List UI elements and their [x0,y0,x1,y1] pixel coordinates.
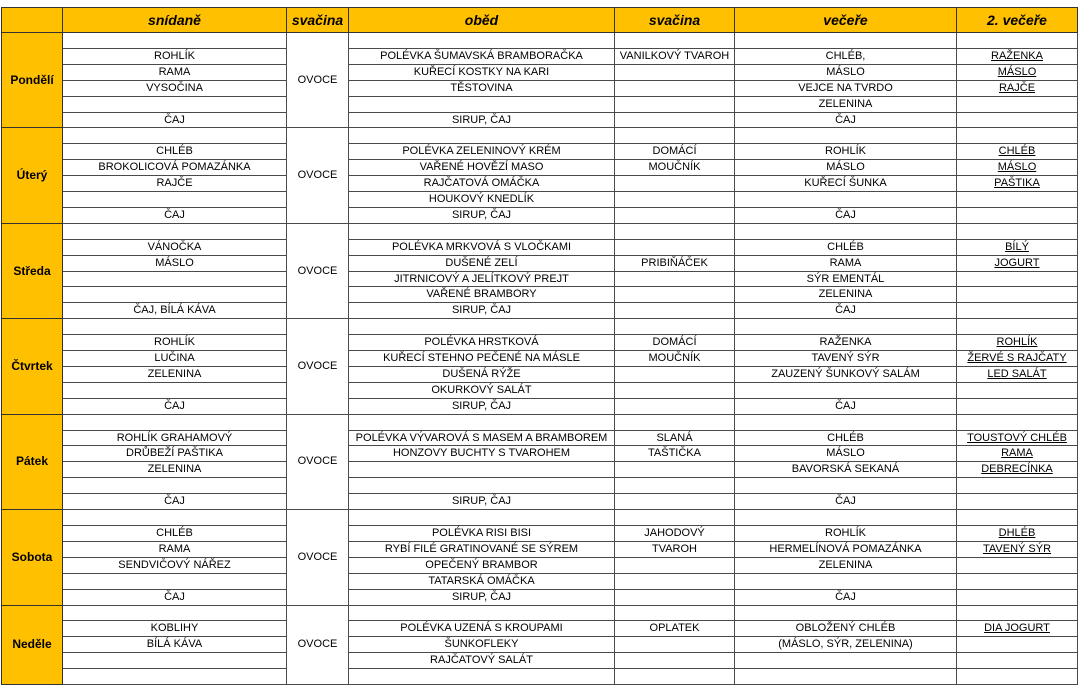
cell-obed: DUŠENÉ ZELÍ [349,255,615,271]
cell-snidane: ČAJ [63,589,287,605]
day-label: Úterý [2,128,63,223]
cell-svacina [615,462,735,478]
cell-svacina [615,64,735,80]
cell-obed: SIRUP, ČAJ [349,207,615,223]
cell-svacina [615,653,735,669]
cell-obed [349,510,615,526]
cell-vecere [735,33,957,49]
cell-druha-vecere: LED SALÁT [957,366,1078,382]
cell-vecere: HERMELÍNOVÁ POMAZÁNKA [735,541,957,557]
cell-druha-vecere [957,303,1078,319]
cell-obed: POLÉVKA MRKVOVÁ S VLOČKAMI [349,239,615,255]
cell-druha-vecere: BÍLÝ [957,239,1078,255]
cell-druha-vecere: ŽERVÉ S RAJČATY [957,351,1078,367]
cell-svacina [615,366,735,382]
cell-snidane: DRŮBEŽÍ PAŠTIKA [63,446,287,462]
cell-obed: OKURKOVÝ SALÁT [349,382,615,398]
table-row [2,557,1078,573]
table-row [2,621,1078,637]
cell-vecere [735,192,957,208]
cell-druha-vecere: DIA JOGURT [957,621,1078,637]
cell-svacina [615,319,735,335]
cell-vecere [735,478,957,494]
cell-vecere [735,223,957,239]
cell-druha-vecere: RAMA [957,446,1078,462]
cell-obed [349,605,615,621]
cell-druha-vecere [957,510,1078,526]
cell-svacina [615,414,735,430]
cell-vecere: ZELENINA [735,557,957,573]
cell-svacina [615,303,735,319]
cell-svacina: MOUČNÍK [615,160,735,176]
cell-druha-vecere: PAŠTIKA [957,176,1078,192]
cell-vecere: ROHLÍK [735,525,957,541]
cell-obed [349,96,615,112]
cell-snidane [63,573,287,589]
cell-snidane: RAMA [63,541,287,557]
day-label: Středa [2,223,63,318]
cell-svacina [615,605,735,621]
cell-vecere: CHLÉB, [735,48,957,64]
cell-svacina [615,573,735,589]
cell-svacina: TVAROH [615,541,735,557]
cell-druha-vecere [957,287,1078,303]
cell-snidane: VÁNOČKA [63,239,287,255]
cell-obed [349,669,615,685]
header-row [2,8,1078,33]
cell-druha-vecere [957,494,1078,510]
cell-snidane: CHLÉB [63,144,287,160]
cell-obed: RAJČATOVÁ OMÁČKA [349,176,615,192]
cell-obed: POLÉVKA RISI BISI [349,525,615,541]
cell-vecere [735,669,957,685]
header-svacina: svačina [287,8,349,33]
cell-obed [349,462,615,478]
cell-svacina: OPLATEK [615,621,735,637]
header-svacina-odpoledni: svačina [615,8,735,33]
cell-druha-vecere [957,414,1078,430]
cell-obed [349,478,615,494]
cell-svacina: OVOCE [287,510,349,605]
cell-snidane: LUČINA [63,351,287,367]
cell-snidane: BÍLÁ KÁVA [63,637,287,653]
cell-vecere [735,510,957,526]
cell-druha-vecere [957,223,1078,239]
cell-svacina [615,96,735,112]
cell-svacina: DOMÁCÍ [615,335,735,351]
cell-druha-vecere [957,112,1078,128]
cell-obed: SIRUP, ČAJ [349,589,615,605]
cell-snidane: ROHLÍK [63,335,287,351]
cell-snidane: ČAJ [63,398,287,414]
table-row [2,128,1078,144]
cell-druha-vecere [957,319,1078,335]
cell-svacina: MOUČNÍK [615,351,735,367]
cell-druha-vecere [957,573,1078,589]
cell-obed: VAŘENÉ BRAMBORY [349,287,615,303]
cell-svacina [615,398,735,414]
cell-snidane: ZELENINA [63,366,287,382]
table-row [2,510,1078,526]
cell-vecere: KUŘECÍ ŠUNKA [735,176,957,192]
header-obed: oběd [349,8,615,33]
cell-snidane: RAMA [63,64,287,80]
cell-obed [349,414,615,430]
cell-snidane [63,653,287,669]
cell-obed: JITRNICOVÝ A JELÍTKOVÝ PREJT [349,271,615,287]
cell-vecere: ČAJ [735,494,957,510]
cell-druha-vecere: RAŽENKA [957,48,1078,64]
table-row [2,239,1078,255]
table-row [2,335,1078,351]
cell-obed: RAJČATOVÝ SALÁT [349,653,615,669]
day-label: Pondělí [2,33,63,128]
cell-druha-vecere [957,653,1078,669]
table-row [2,382,1078,398]
cell-snidane [63,223,287,239]
cell-svacina [615,382,735,398]
cell-svacina [615,80,735,96]
table-row [2,80,1078,96]
cell-svacina [615,112,735,128]
cell-svacina: JAHODOVÝ [615,525,735,541]
cell-druha-vecere: CHLÉB [957,144,1078,160]
cell-vecere: ČAJ [735,398,957,414]
cell-druha-vecere [957,589,1078,605]
cell-snidane [63,287,287,303]
cell-obed: SIRUP, ČAJ [349,112,615,128]
cell-svacina: SLANÁ [615,430,735,446]
table-row [2,589,1078,605]
cell-druha-vecere [957,192,1078,208]
cell-snidane [63,128,287,144]
cell-svacina [615,287,735,303]
cell-obed [349,128,615,144]
cell-vecere [735,573,957,589]
cell-snidane: SENDVIČOVÝ NÁŘEZ [63,557,287,573]
cell-obed: HOUKOVÝ KNEDLÍK [349,192,615,208]
cell-vecere: MÁSLO [735,64,957,80]
cell-snidane: RAJČE [63,176,287,192]
table-row [2,669,1078,685]
table-row [2,319,1078,335]
day-label: Čtvrtek [2,319,63,414]
cell-svacina [615,33,735,49]
cell-druha-vecere: TAVENÝ SÝR [957,541,1078,557]
cell-vecere [735,605,957,621]
cell-svacina [615,271,735,287]
cell-obed: KUŘECÍ STEHNO PEČENÉ NA MÁSLE [349,351,615,367]
cell-druha-vecere [957,605,1078,621]
table-row [2,541,1078,557]
cell-vecere: (MÁSLO, SÝR, ZELENINA) [735,637,957,653]
cell-svacina: OVOCE [287,33,349,128]
day-label: Neděle [2,605,63,685]
cell-obed: SIRUP, ČAJ [349,494,615,510]
table-row [2,414,1078,430]
table-row [2,366,1078,382]
cell-vecere: ČAJ [735,207,957,223]
menu-sheet [1,7,1078,685]
cell-svacina [615,637,735,653]
cell-vecere: CHLÉB [735,430,957,446]
cell-snidane [63,382,287,398]
cell-snidane [63,271,287,287]
table-row [2,398,1078,414]
cell-obed: POLÉVKA ŠUMAVSKÁ BRAMBORAČKA [349,48,615,64]
table-row [2,96,1078,112]
table-row [2,462,1078,478]
cell-obed: POLÉVKA HRSTKOVÁ [349,335,615,351]
cell-druha-vecere [957,398,1078,414]
cell-vecere [735,414,957,430]
cell-vecere: OBLOŽENÝ CHLÉB [735,621,957,637]
cell-druha-vecere [957,96,1078,112]
cell-snidane: ROHLÍK [63,48,287,64]
cell-druha-vecere [957,207,1078,223]
cell-druha-vecere [957,669,1078,685]
cell-snidane: ČAJ, BÍLÁ KÁVA [63,303,287,319]
cell-obed: VAŘENÉ HOVĚZÍ MASO [349,160,615,176]
corner-cell [2,8,63,33]
table-row [2,223,1078,239]
cell-snidane [63,478,287,494]
table-row [2,207,1078,223]
cell-vecere: SÝR EMENTÁL [735,271,957,287]
cell-druha-vecere [957,271,1078,287]
cell-obed: KUŘECÍ KOSTKY NA KARI [349,64,615,80]
table-row [2,573,1078,589]
cell-svacina [615,669,735,685]
cell-svacina: DOMÁCÍ [615,144,735,160]
weekly-menu-table [1,7,1078,685]
cell-svacina: OVOCE [287,319,349,414]
cell-druha-vecere [957,33,1078,49]
cell-snidane: ČAJ [63,494,287,510]
table-row [2,255,1078,271]
cell-snidane: CHLÉB [63,525,287,541]
cell-svacina [615,510,735,526]
cell-druha-vecere [957,382,1078,398]
cell-svacina [615,176,735,192]
cell-obed: POLÉVKA UZENÁ S KROUPAMI [349,621,615,637]
cell-obed: OPEČENÝ BRAMBOR [349,557,615,573]
cell-snidane [63,33,287,49]
cell-svacina: OVOCE [287,414,349,509]
table-row [2,176,1078,192]
cell-snidane: ČAJ [63,207,287,223]
header-snidane: snídaně [63,8,287,33]
cell-snidane [63,414,287,430]
cell-svacina [615,223,735,239]
cell-vecere [735,319,957,335]
cell-svacina [615,128,735,144]
cell-obed: TĚSTOVINA [349,80,615,96]
cell-obed [349,319,615,335]
cell-vecere [735,382,957,398]
cell-vecere: ČAJ [735,112,957,128]
cell-svacina [615,207,735,223]
cell-snidane: VYSOČINA [63,80,287,96]
table-row [2,637,1078,653]
cell-vecere [735,128,957,144]
cell-vecere: MÁSLO [735,160,957,176]
cell-snidane: ČAJ [63,112,287,128]
cell-obed [349,33,615,49]
cell-obed: SIRUP, ČAJ [349,303,615,319]
cell-vecere: ČAJ [735,589,957,605]
cell-snidane [63,605,287,621]
cell-obed: DUŠENÁ RÝŽE [349,366,615,382]
cell-snidane: ZELENINA [63,462,287,478]
cell-vecere [735,653,957,669]
cell-druha-vecere: DHLÉB [957,525,1078,541]
cell-svacina: TAŠTIČKA [615,446,735,462]
cell-snidane: BROKOLICOVÁ POMAZÁNKA [63,160,287,176]
cell-snidane: MÁSLO [63,255,287,271]
cell-druha-vecere: ROHLÍK [957,335,1078,351]
cell-vecere: BAVORSKÁ SEKANÁ [735,462,957,478]
cell-druha-vecere: JOGURT [957,255,1078,271]
cell-vecere: ZAUZENÝ ŠUNKOVÝ SALÁM [735,366,957,382]
cell-vecere: ZELENINA [735,287,957,303]
cell-obed: SIRUP, ČAJ [349,398,615,414]
cell-druha-vecere [957,128,1078,144]
header-druha-vecere: 2. večeře [957,8,1078,33]
cell-snidane [63,192,287,208]
cell-snidane [63,319,287,335]
cell-vecere: RAMA [735,255,957,271]
cell-druha-vecere: MÁSLO [957,64,1078,80]
cell-vecere: VEJCE NA TVRDO [735,80,957,96]
table-row [2,160,1078,176]
cell-svacina [615,557,735,573]
cell-svacina [615,192,735,208]
cell-svacina [615,589,735,605]
cell-snidane [63,510,287,526]
cell-snidane [63,96,287,112]
cell-druha-vecere: RAJČE [957,80,1078,96]
cell-snidane: KOBLIHY [63,621,287,637]
cell-svacina: OVOCE [287,128,349,223]
cell-druha-vecere [957,637,1078,653]
cell-vecere: ZELENINA [735,96,957,112]
table-row [2,192,1078,208]
cell-obed: RYBÍ FILÉ GRATINOVANÉ SE SÝREM [349,541,615,557]
cell-vecere: ROHLÍK [735,144,957,160]
cell-druha-vecere: TOUSTOVÝ CHLÉB [957,430,1078,446]
table-row [2,144,1078,160]
table-row [2,446,1078,462]
cell-svacina: OVOCE [287,605,349,685]
cell-svacina: PRIBIŇÁČEK [615,255,735,271]
cell-obed: POLÉVKA ZELENINOVÝ KRÉM [349,144,615,160]
cell-snidane [63,669,287,685]
table-row [2,271,1078,287]
cell-vecere: CHLÉB [735,239,957,255]
cell-druha-vecere [957,557,1078,573]
table-row [2,112,1078,128]
cell-obed: POLÉVKA VÝVAROVÁ S MASEM A BRAMBOREM [349,430,615,446]
cell-svacina: VANILKOVÝ TVAROH [615,48,735,64]
cell-obed: ŠUNKOFLEKY [349,637,615,653]
table-row [2,303,1078,319]
cell-svacina [615,239,735,255]
day-label: Pátek [2,414,63,509]
table-row [2,430,1078,446]
cell-vecere: MÁSLO [735,446,957,462]
cell-vecere: TAVENÝ SÝR [735,351,957,367]
cell-snidane: ROHLÍK GRAHAMOVÝ [63,430,287,446]
cell-druha-vecere: MÁSLO [957,160,1078,176]
table-row [2,653,1078,669]
cell-vecere: RAŽENKA [735,335,957,351]
table-row [2,33,1078,49]
table-row [2,287,1078,303]
table-row [2,494,1078,510]
table-row [2,64,1078,80]
cell-obed [349,223,615,239]
cell-druha-vecere: DEBRECÍNKA [957,462,1078,478]
table-row [2,48,1078,64]
table-row [2,478,1078,494]
cell-svacina [615,478,735,494]
cell-svacina [615,494,735,510]
cell-vecere: ČAJ [735,303,957,319]
day-label: Sobota [2,510,63,605]
cell-svacina: OVOCE [287,223,349,318]
table-row [2,351,1078,367]
table-row [2,605,1078,621]
cell-obed: HONZOVY BUCHTY S TVAROHEM [349,446,615,462]
cell-druha-vecere [957,478,1078,494]
cell-obed: TATARSKÁ OMÁČKA [349,573,615,589]
header-vecere: večeře [735,8,957,33]
table-row [2,525,1078,541]
